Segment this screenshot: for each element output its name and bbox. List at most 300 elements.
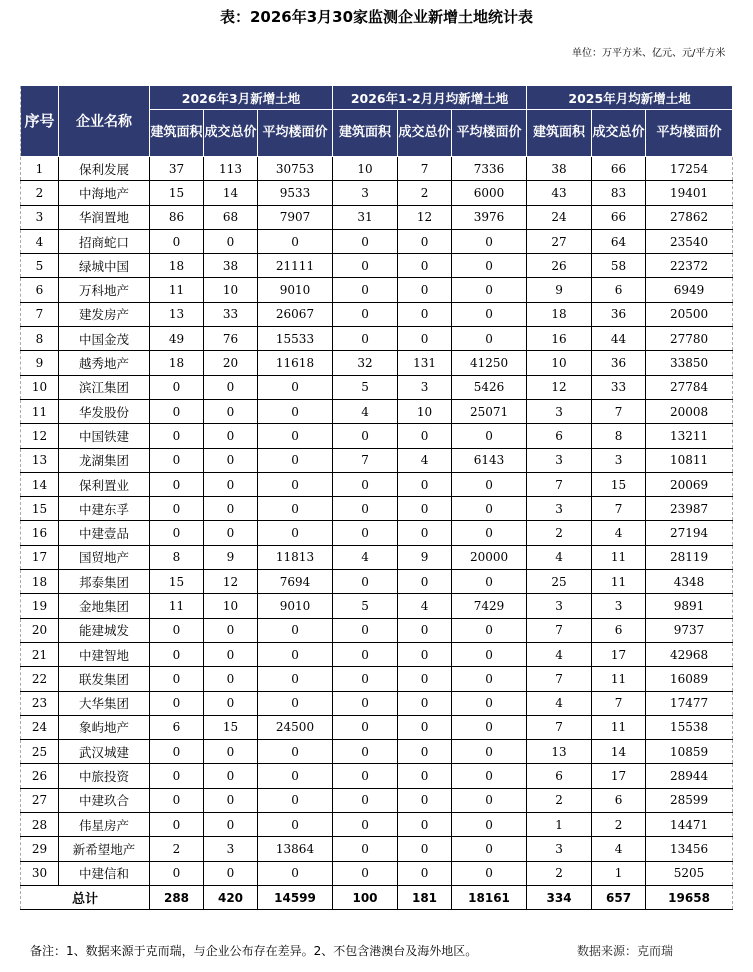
row-value: 33850 [646,351,733,375]
row-value: 0 [258,861,333,885]
row-value: 32 [333,351,398,375]
row-value: 64 [592,229,646,253]
row-value: 41250 [452,351,527,375]
header-company-name: 企业名称 [59,86,150,157]
row-value: 9737 [646,618,733,642]
row-value: 15538 [646,715,733,739]
row-value: 0 [398,302,452,326]
row-value: 9 [204,545,258,569]
row-company-name: 中国金茂 [59,327,150,351]
row-value: 38 [527,157,592,181]
row-value: 0 [333,837,398,861]
row-value: 0 [150,375,204,399]
row-company-name: 中建壹品 [59,521,150,545]
row-company-name: 龙湖集团 [59,448,150,472]
row-seq: 9 [21,351,59,375]
table-row [21,302,733,326]
row-value: 25 [527,570,592,594]
row-value: 36 [592,302,646,326]
row-value: 0 [398,837,452,861]
row-value: 9 [398,545,452,569]
header-building-area: 建筑面积 [150,110,204,157]
row-value: 58 [592,254,646,278]
row-value: 15533 [258,327,333,351]
row-value: 10811 [646,448,733,472]
row-value: 0 [258,813,333,837]
row-value: 0 [398,740,452,764]
row-seq: 27 [21,788,59,812]
row-value: 18 [527,302,592,326]
row-seq: 19 [21,594,59,618]
row-seq: 14 [21,472,59,496]
row-seq: 1 [21,157,59,181]
row-company-name: 中国铁建 [59,424,150,448]
row-company-name: 招商蛇口 [59,229,150,253]
row-company-name: 中旅投资 [59,764,150,788]
row-value: 113 [204,157,258,181]
row-value: 7694 [258,570,333,594]
row-value: 42968 [646,642,733,666]
row-value: 15 [150,181,204,205]
row-value: 3 [527,837,592,861]
row-value: 0 [333,715,398,739]
row-value: 36 [592,351,646,375]
row-value: 15 [150,570,204,594]
row-value: 0 [398,813,452,837]
row-value: 0 [258,424,333,448]
table-row [21,181,733,205]
row-value: 0 [452,691,527,715]
total-value: 334 [527,885,592,909]
row-value: 11 [150,594,204,618]
row-value: 26 [527,254,592,278]
row-value: 6 [527,764,592,788]
row-value: 3 [592,594,646,618]
row-value: 3 [204,837,258,861]
table-row [21,472,733,496]
table-row [21,788,733,812]
row-company-name: 武汉城建 [59,740,150,764]
total-value: 181 [398,885,452,909]
header-group-2025-avg: 2025年月均新增土地 [527,86,733,110]
row-value: 23987 [646,497,733,521]
row-value: 21111 [258,254,333,278]
row-seq: 10 [21,375,59,399]
row-company-name: 国贸地产 [59,545,150,569]
table-row [21,375,733,399]
row-value: 7 [333,448,398,472]
row-value: 0 [258,667,333,691]
row-value: 24 [527,205,592,229]
row-company-name: 中建信和 [59,861,150,885]
row-seq: 7 [21,302,59,326]
row-company-name: 象屿地产 [59,715,150,739]
row-value: 0 [398,570,452,594]
row-value: 0 [204,642,258,666]
row-value: 9891 [646,594,733,618]
row-value: 0 [452,497,527,521]
row-seq: 12 [21,424,59,448]
total-value: 100 [333,885,398,909]
row-value: 20008 [646,399,733,423]
row-value: 0 [333,667,398,691]
row-value: 3 [333,181,398,205]
row-seq: 28 [21,813,59,837]
row-value: 0 [398,254,452,278]
row-value: 0 [398,472,452,496]
row-value: 4 [333,399,398,423]
row-company-name: 中建东孚 [59,497,150,521]
table-row [21,594,733,618]
row-value: 1 [527,813,592,837]
row-seq: 18 [21,570,59,594]
row-value: 5426 [452,375,527,399]
unit-label: 单位：万平方米、亿元、元/平方米 [572,48,726,59]
row-value: 16089 [646,667,733,691]
row-value: 0 [204,691,258,715]
row-value: 0 [398,764,452,788]
row-value: 7 [592,497,646,521]
row-company-name: 中海地产 [59,181,150,205]
row-value: 10 [204,278,258,302]
table-row [21,157,733,181]
row-value: 3 [592,448,646,472]
row-value: 0 [204,788,258,812]
row-seq: 21 [21,642,59,666]
row-value: 24500 [258,715,333,739]
row-value: 5 [333,375,398,399]
row-value: 0 [452,424,527,448]
row-value: 0 [258,375,333,399]
row-value: 0 [150,788,204,812]
row-value: 0 [204,497,258,521]
row-value: 0 [398,667,452,691]
row-value: 13 [150,302,204,326]
row-company-name: 大华集团 [59,691,150,715]
row-value: 6 [592,278,646,302]
row-value: 0 [398,497,452,521]
row-company-name: 越秀地产 [59,351,150,375]
row-value: 0 [258,618,333,642]
row-value: 0 [150,667,204,691]
row-value: 4 [527,545,592,569]
row-value: 27780 [646,327,733,351]
row-value: 6143 [452,448,527,472]
row-value: 0 [452,278,527,302]
row-value: 0 [398,424,452,448]
row-value: 0 [258,788,333,812]
row-value: 0 [258,642,333,666]
row-value: 6 [592,788,646,812]
row-value: 4 [592,521,646,545]
row-value: 0 [452,764,527,788]
row-value: 0 [150,618,204,642]
table-row [21,448,733,472]
row-value: 0 [204,448,258,472]
row-value: 0 [333,642,398,666]
row-value: 13864 [258,837,333,861]
row-value: 23540 [646,229,733,253]
row-value: 9010 [258,594,333,618]
row-company-name: 联发集团 [59,667,150,691]
header-total-price: 成交总价 [204,110,258,157]
row-value: 27784 [646,375,733,399]
row-value: 17 [592,642,646,666]
row-value: 0 [452,254,527,278]
row-value: 0 [333,618,398,642]
row-value: 7 [527,667,592,691]
row-seq: 25 [21,740,59,764]
row-value: 6 [527,424,592,448]
table-row [21,764,733,788]
row-value: 20069 [646,472,733,496]
row-value: 0 [150,399,204,423]
row-value: 20 [204,351,258,375]
row-value: 0 [452,715,527,739]
row-value: 0 [398,521,452,545]
row-value: 18 [150,254,204,278]
row-value: 2 [398,181,452,205]
table-row [21,497,733,521]
row-value: 7 [398,157,452,181]
row-value: 6949 [646,278,733,302]
table-row [21,715,733,739]
row-value: 0 [150,813,204,837]
row-value: 0 [150,691,204,715]
row-company-name: 保利发展 [59,157,150,181]
row-value: 37 [150,157,204,181]
row-value: 5205 [646,861,733,885]
row-company-name: 建发房产 [59,302,150,326]
table-row [21,740,733,764]
total-label: 总计 [21,885,150,909]
row-value: 0 [150,861,204,885]
table-title: 表：2026年3月30家监测企业新增土地统计表 [219,8,534,26]
row-seq: 5 [21,254,59,278]
total-value: 19658 [646,885,733,909]
row-value: 6 [150,715,204,739]
row-value: 0 [452,472,527,496]
row-company-name: 华发股份 [59,399,150,423]
row-value: 10 [204,594,258,618]
row-value: 0 [204,375,258,399]
row-value: 4 [398,448,452,472]
row-value: 0 [398,278,452,302]
table-row [21,278,733,302]
row-value: 4348 [646,570,733,594]
row-value: 0 [204,813,258,837]
row-value: 11 [592,667,646,691]
row-value: 9010 [258,278,333,302]
row-value: 66 [592,205,646,229]
row-seq: 26 [21,764,59,788]
row-value: 0 [204,764,258,788]
row-value: 13 [527,740,592,764]
row-value: 33 [592,375,646,399]
row-value: 83 [592,181,646,205]
row-value: 2 [527,521,592,545]
row-value: 16 [527,327,592,351]
row-value: 0 [150,764,204,788]
table-row [21,570,733,594]
row-value: 0 [204,667,258,691]
row-value: 0 [258,497,333,521]
row-value: 15 [204,715,258,739]
row-value: 8 [150,545,204,569]
row-value: 0 [150,521,204,545]
row-seq: 17 [21,545,59,569]
total-value: 14599 [258,885,333,909]
row-value: 3 [527,497,592,521]
row-value: 3 [398,375,452,399]
row-value: 0 [452,740,527,764]
table-row [21,861,733,885]
row-value: 0 [398,691,452,715]
row-company-name: 新希望地产 [59,837,150,861]
row-value: 10859 [646,740,733,764]
row-value: 18 [150,351,204,375]
row-value: 2 [527,861,592,885]
table-row [21,642,733,666]
row-value: 0 [452,521,527,545]
row-value: 4 [333,545,398,569]
row-value: 1 [592,861,646,885]
table-row [21,424,733,448]
row-value: 11 [592,715,646,739]
row-value: 0 [204,229,258,253]
row-value: 0 [452,788,527,812]
table-row [21,399,733,423]
row-seq: 23 [21,691,59,715]
row-value: 4 [527,642,592,666]
row-value: 11 [592,570,646,594]
row-company-name: 金地集团 [59,594,150,618]
row-value: 0 [398,618,452,642]
row-value: 2 [592,813,646,837]
row-value: 0 [204,618,258,642]
table-row [21,837,733,861]
row-value: 0 [204,861,258,885]
table-row [21,521,733,545]
row-seq: 4 [21,229,59,253]
row-value: 14471 [646,813,733,837]
row-value: 0 [333,691,398,715]
row-value: 0 [150,642,204,666]
row-company-name: 伟星房产 [59,813,150,837]
row-value: 9533 [258,181,333,205]
row-value: 0 [333,764,398,788]
row-value: 43 [527,181,592,205]
data-source: 数据来源：克而瑞 [577,944,674,958]
row-value: 20000 [452,545,527,569]
header-building-area: 建筑面积 [527,110,592,157]
row-value: 0 [150,740,204,764]
table-row [21,691,733,715]
row-value: 27862 [646,205,733,229]
row-value: 0 [333,740,398,764]
row-value: 0 [333,254,398,278]
row-seq: 13 [21,448,59,472]
row-value: 2 [527,788,592,812]
row-value: 26067 [258,302,333,326]
row-value: 13456 [646,837,733,861]
row-value: 7 [527,618,592,642]
row-company-name: 邦泰集团 [59,570,150,594]
row-value: 0 [398,861,452,885]
row-value: 13211 [646,424,733,448]
row-value: 8 [592,424,646,448]
row-seq: 2 [21,181,59,205]
row-value: 0 [452,302,527,326]
row-value: 11813 [258,545,333,569]
row-value: 27194 [646,521,733,545]
row-value: 4 [398,594,452,618]
row-value: 12 [527,375,592,399]
row-value: 22372 [646,254,733,278]
total-value: 657 [592,885,646,909]
row-value: 12 [204,570,258,594]
row-value: 0 [150,424,204,448]
row-value: 17 [592,764,646,788]
row-value: 11 [150,278,204,302]
row-value: 33 [204,302,258,326]
row-value: 12 [398,205,452,229]
row-value: 5 [333,594,398,618]
row-value: 7 [592,399,646,423]
row-value: 14 [592,740,646,764]
row-value: 44 [592,327,646,351]
row-value: 2 [150,837,204,861]
row-value: 7 [527,472,592,496]
row-value: 3 [527,594,592,618]
row-value: 86 [150,205,204,229]
row-value: 0 [452,327,527,351]
row-value: 38 [204,254,258,278]
row-value: 66 [592,157,646,181]
total-value: 18161 [452,885,527,909]
row-value: 7429 [452,594,527,618]
row-value: 0 [398,788,452,812]
row-seq: 8 [21,327,59,351]
header-total-price: 成交总价 [592,110,646,157]
row-value: 76 [204,327,258,351]
total-value: 420 [204,885,258,909]
row-value: 0 [333,424,398,448]
row-value: 0 [204,521,258,545]
row-value: 0 [398,715,452,739]
row-company-name: 能建城发 [59,618,150,642]
row-company-name: 华润置地 [59,205,150,229]
row-seq: 20 [21,618,59,642]
row-value: 3 [527,448,592,472]
row-value: 14 [204,181,258,205]
row-value: 20500 [646,302,733,326]
row-value: 0 [333,861,398,885]
row-company-name: 中建玖合 [59,788,150,812]
row-value: 0 [333,229,398,253]
table-row [21,254,733,278]
header-avg-floor-price: 平均楼面价 [258,110,333,157]
row-value: 0 [150,472,204,496]
row-value: 0 [258,740,333,764]
row-value: 131 [398,351,452,375]
row-value: 0 [333,570,398,594]
row-value: 0 [258,399,333,423]
row-value: 0 [398,229,452,253]
row-value: 0 [204,399,258,423]
row-value: 10 [333,157,398,181]
header-group-march-2026: 2026年3月新增土地 [150,86,333,110]
